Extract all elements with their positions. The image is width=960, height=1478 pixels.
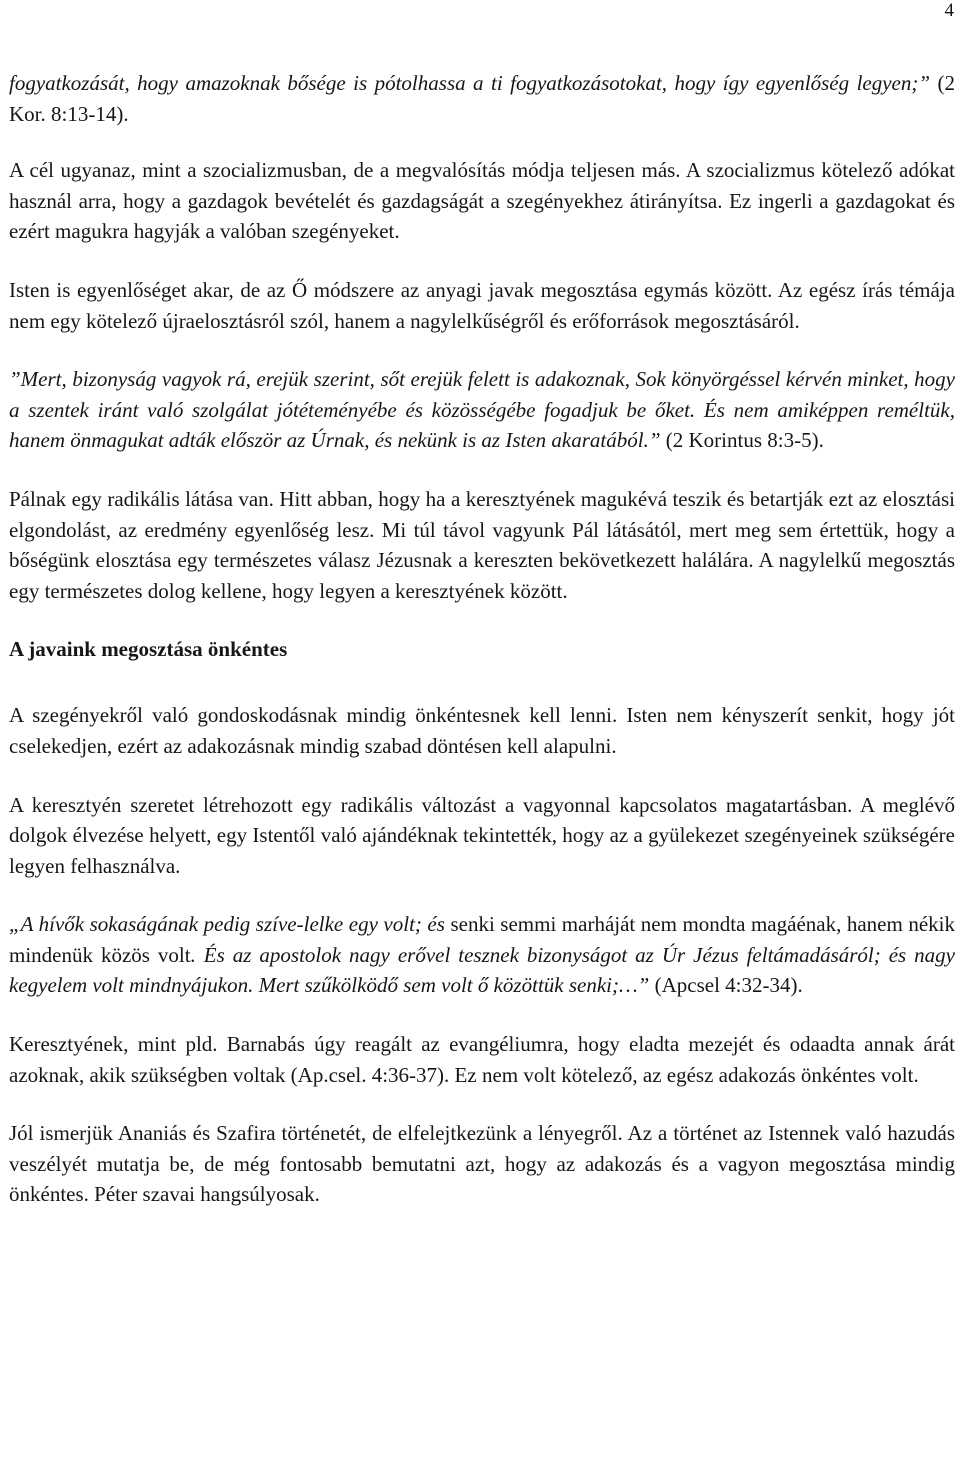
- paragraph-paul-vision: Pálnak egy radikális látása van. Hitt abban, hogy ha a keresztyének magukévá teszik és betartják ezt az elosztási elgondolást, az eredmény egyenlőség lesz. Mi túl távol vagyunk Pál látásától, mert meg sem értettük, hogy a bőségünk elosztása egy természetes válasz Jézusnak a kereszten bekövetkezett halálára. A nagylelkű megosztás egy természetes dolog kellene, hogy legyen a keresztyének között.: [9, 486, 955, 603]
- quote-reference: (2 Korintus 8:3-5).: [660, 428, 824, 453]
- quote-reference: (2 Kor. 8:13-14).: [9, 71, 955, 126]
- paragraph-ananias: Jól ismerjük Ananiás és Szafira történetét, de elfelejtkezünk a lényegről. Az a történet az Istennek való hazudás veszélyét mutatja be, de még fontosabb bemutatni azt, hogy az adakozás és a vagyon megosztása mindig önkéntes. Péter szavai hangsúlyosak.: [9, 1121, 955, 1207]
- paragraph-god-equality: Isten is egyenlőséget akar, de az Ő módszere az anyagi javak megosztása egymás között. Az egész írás témája nem egy kötelező újraelosztásról szól, hanem a nagylelkűségről és erőforrások megosztásáról.: [9, 277, 955, 333]
- quote-text: . És az apostolok nagy erővel tesznek bizonyságot az Úr Jézus feltámadásáról; és nagy kegyelem volt mindnyájukon. Mert szűkölködő sem volt ő közöttük senki;…”: [9, 942, 955, 998]
- paragraph-bible-quote-1: [9, 68, 955, 129]
- quote-reference: (Apcsel 4:32-34).: [649, 973, 803, 998]
- quote-text: „A hívők sokaságának pedig szíve-lelke egy volt; és: [9, 912, 451, 937]
- paragraph-bible-quote-3: [9, 909, 955, 1001]
- paragraph-christian-love: A keresztyén szeretet létrehozott egy radikális változást a vagyonnal kapcsolatos magatartásban. A meglévő dolgok élvezése helyett, egy Istentől való ajándéknak tekintették, hogy az a gyülekezet szegényeinek szükségére legyen felhasználva.: [9, 792, 955, 878]
- paragraph-bible-quote-2: [9, 364, 955, 456]
- paragraph-voluntary-care: A szegényekről való gondoskodásnak mindig önkéntesnek kell lenni. Isten nem kényszerít senkit, hogy jót cselekedjen, ezért az adakozásnak mindig szabad döntésen kell alapulni.: [9, 703, 955, 758]
- paragraph-barnabas: Keresztyének, mint pld. Barnabás úgy reagált az evangéliumra, hogy eladta mezejét és odaadta annak árát azoknak, akik szükségben voltak (Ap.csel. 4:36-37). Ez nem volt kötelező, az egész adakozás önkéntes volt.: [9, 1032, 955, 1087]
- quote-text: fogyatkozását, hogy amazoknak bősége is pótolhassa a ti fogyatkozásotokat, hogy így egyenlőség legyen;”: [9, 71, 931, 95]
- paragraph-socialism: A cél ugyanaz, mint a szocializmusban, de a megvalósítás módja teljesen más. A szocializmus kötelező adókat használ arra, hogy a gazdagok bevételét és gazdagságát a szegényekhez átirányítsa. Ez ingerli a gazdagokat és ezért magukra hagyják a valóban szegényeket.: [9, 158, 955, 244]
- document-body: [9, 68, 955, 1238]
- quote-text-plain: senki semmi marháját nem mondta magáénak, hanem nékik mindenük közös volt: [9, 912, 955, 967]
- quote-text: ”Mert, bizonyság vagyok rá, erejük szerint, sőt erejük felett is adakoznak, Sok könyörgéssel kérvén minket, hogy a szentek iránt való szolgálat jótéteményébe és közösségébe fogadjuk be őket. És nem amiképpen reméltük, hanem önmagukat adták először az Úrnak, és nekünk is az Isten akaratából.”: [9, 367, 955, 453]
- section-heading: A javaink megosztása önkéntes: [9, 637, 288, 662]
- page-number: 4: [944, 0, 954, 21]
